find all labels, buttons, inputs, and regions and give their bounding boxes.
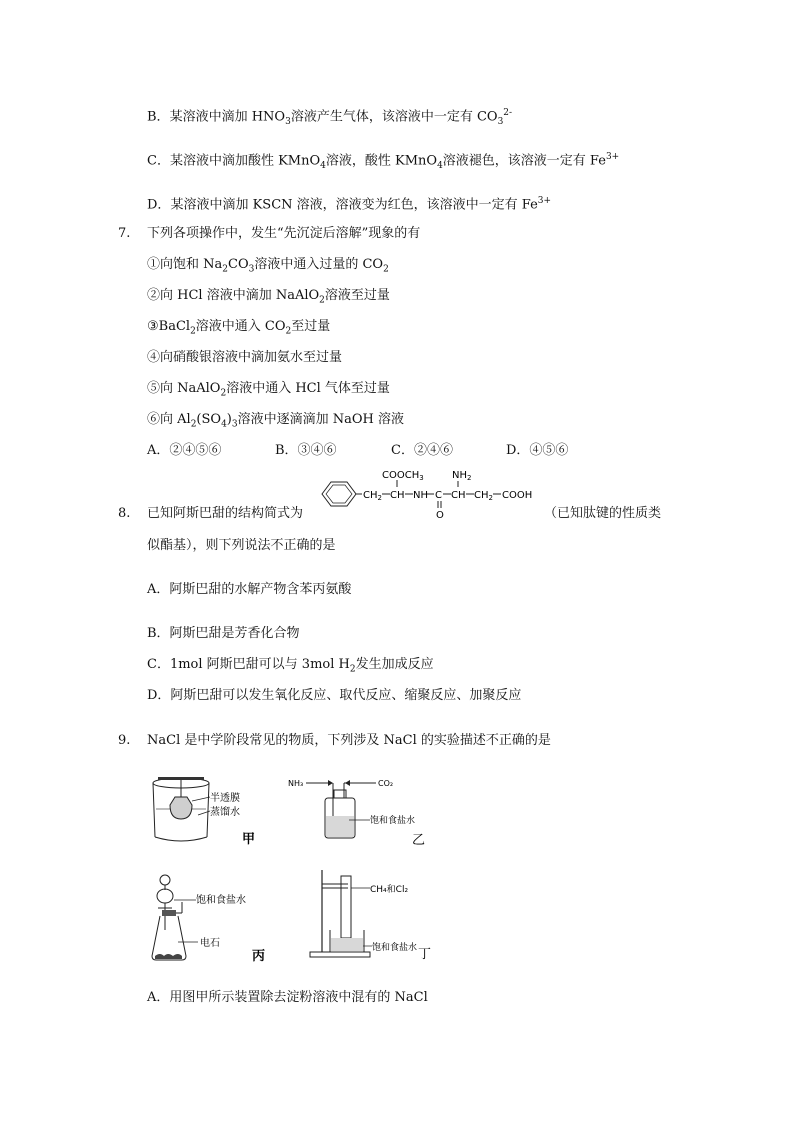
q6-option-b: B．某溶液中滴加 $HNO_3$溶液产生气体，该溶液中一定有 $CO_3^{2-}$ (147, 108, 513, 127)
q7-item-6: ⑥向 $Al_2(SO_4)_3$溶液中逐滴滴加 NaOH 溶液 (147, 412, 404, 430)
chain-ch2-2: $CH_2$ (474, 490, 493, 502)
chain-ch2: $CH_2$ (363, 490, 382, 502)
q9-stem: NaCl 是中学阶段常见的物质，下列涉及 NaCl 的实验描述不正确的是 (147, 733, 551, 748)
svg-text:蒸馏水: 蒸馏水 (210, 807, 240, 818)
chain-c: C (435, 490, 442, 501)
q6-option-d: D．某溶液中滴加 KSCN 溶液，溶液变为红色，该溶液中一定有 $Fe^{3+}$ (147, 196, 552, 213)
q8-stem-part1: 已知阿斯巴甜的结构简式为 (147, 506, 304, 521)
q7-item-2: ②向 HCl 溶液中滴加 NaAlO$_2$溶液至过量 (147, 288, 390, 306)
figure-bing-acetylene (148, 872, 276, 966)
q7-item-4: ④向硝酸银溶液中滴加氨水至过量 (147, 350, 343, 365)
svg-text:饱和食盐水: 饱和食盐水 (196, 895, 246, 906)
chain-nh: NH (413, 490, 428, 501)
svg-text:电石: 电石 (200, 938, 220, 949)
q9-number: 9. (118, 733, 131, 748)
svg-text:NH₃: NH₃ (288, 779, 304, 788)
svg-text:饱和食盐水: 饱和食盐水 (372, 943, 418, 953)
svg-text:乙: 乙 (412, 833, 426, 848)
q8-option-c: C．1mol 阿斯巴甜可以与 3mol $H_2$发生加成反应 (147, 657, 434, 675)
q7-choice-c: C．②④⑥ (391, 443, 453, 458)
chain-ch-2: CH (451, 490, 466, 501)
q7-item-3: ③BaCl$_2$溶液中通入 $CO_2$至过量 (147, 319, 331, 337)
q8-option-d: D．阿斯巴甜可以发生氧化反应、取代反应、缩聚反应、加聚反应 (147, 688, 522, 703)
q8-stem-part2: （已知肽键的性质类 (544, 506, 662, 521)
figure-ding-methane-chlorine (308, 868, 438, 966)
svg-text:甲: 甲 (242, 832, 256, 847)
chain-ch: CH (390, 490, 405, 501)
q7-item-5: ⑤向 NaAlO$_2$溶液中通入 HCl 气体至过量 (147, 381, 390, 399)
q7-number: 7. (118, 226, 131, 241)
q8-option-b: B．阿斯巴甜是芳香化合物 (147, 626, 300, 641)
q6-option-c: C．某溶液中滴加酸性 KMnO$_4$溶液，酸性 KMnO$_4$溶液褪色，该溶液一定有 $Fe^{3+}$ (147, 152, 620, 171)
amine-group: $NH_2$ (452, 470, 472, 482)
svg-text:CO₂: CO₂ (378, 779, 394, 788)
ester-group: $COOCH_3$ (382, 470, 424, 482)
figure-jia-dialysis (148, 775, 263, 847)
q7-choice-d: D．④⑤⑥ (506, 443, 569, 458)
svg-text:CH₄和Cl₂: CH₄和Cl₂ (370, 885, 409, 895)
q8-stem-part3: 似酯基），则下列说法不正确的是 (147, 538, 336, 553)
q7-item-1: ①向饱和 $Na_2CO_3$溶液中通入过量的 $CO_2$ (147, 257, 389, 275)
carbonyl-o: O (436, 510, 444, 520)
svg-text:丁: 丁 (418, 947, 432, 962)
q7-choice-b: B．③④⑥ (275, 443, 337, 458)
q7-choice-a: A．②④⑤⑥ (147, 443, 222, 458)
svg-text:丙: 丙 (252, 949, 266, 964)
q9-option-a: A．用图甲所示装置除去淀粉溶液中混有的 NaCl (147, 990, 428, 1005)
svg-text:饱和食盐水: 饱和食盐水 (370, 816, 416, 826)
carboxyl-group: COOH (502, 490, 533, 501)
svg-text:半透膜: 半透膜 (210, 793, 240, 804)
q7-stem: 下列各项操作中，发生“先沉淀后溶解”现象的有 (147, 226, 421, 241)
q8-number: 8. (118, 506, 131, 521)
figure-yi-gas-absorption (284, 774, 434, 850)
aspartame-structure (312, 468, 542, 520)
q8-option-a: A．阿斯巴甜的水解产物含苯丙氨酸 (147, 582, 352, 597)
